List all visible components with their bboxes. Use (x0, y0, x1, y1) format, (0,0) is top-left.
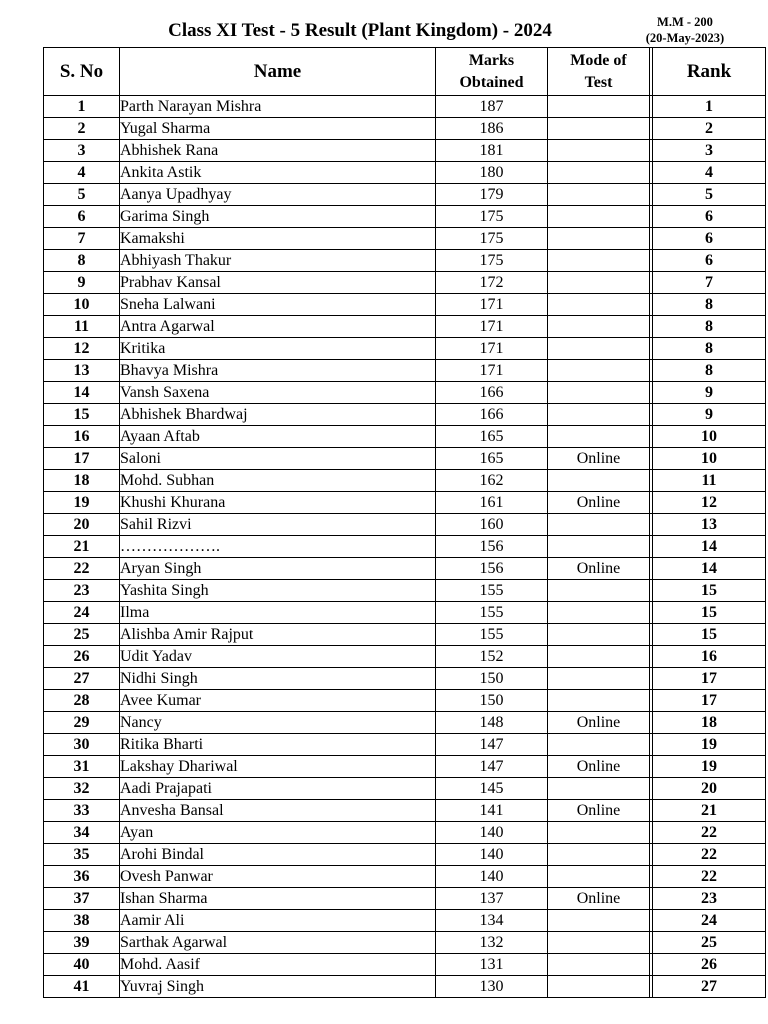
serial-number-cell: 26 (44, 646, 120, 668)
rank-cell: 21 (653, 800, 766, 822)
table-row (44, 668, 766, 690)
mode-of-test-cell (548, 206, 650, 228)
serial-number-cell: 9 (44, 272, 120, 294)
sno-column-header: S. No (44, 48, 120, 96)
table-row (44, 558, 766, 580)
serial-number-cell: 18 (44, 470, 120, 492)
marks-cell: 148 (436, 712, 548, 734)
mode-of-test-cell (548, 910, 650, 932)
table-row (44, 866, 766, 888)
serial-number-cell: 19 (44, 492, 120, 514)
serial-number-cell: 37 (44, 888, 120, 910)
table-row (44, 382, 766, 404)
student-name-cell: Alishba Amir Rajput (120, 624, 436, 646)
rank-cell: 17 (653, 668, 766, 690)
marks-cell: 150 (436, 690, 548, 712)
table-row (44, 294, 766, 316)
student-name-cell: Sahil Rizvi (120, 514, 436, 536)
student-name-cell: Aadi Prajapati (120, 778, 436, 800)
marks-cell: 166 (436, 404, 548, 426)
table-row (44, 140, 766, 162)
rank-cell: 22 (653, 844, 766, 866)
rank-cell: 2 (653, 118, 766, 140)
result-table (43, 47, 766, 998)
marks-cell: 132 (436, 932, 548, 954)
rank-cell: 16 (653, 646, 766, 668)
mode-of-test-cell (548, 778, 650, 800)
mode-of-test-cell (548, 382, 650, 404)
marks-cell: 155 (436, 624, 548, 646)
serial-number-cell: 41 (44, 976, 120, 998)
student-name-cell: Aamir Ali (120, 910, 436, 932)
rank-cell: 18 (653, 712, 766, 734)
serial-number-cell: 32 (44, 778, 120, 800)
mode-column-header (548, 48, 650, 96)
serial-number-cell: 36 (44, 866, 120, 888)
serial-number-cell: 34 (44, 822, 120, 844)
rank-cell: 14 (653, 536, 766, 558)
mode-of-test-cell: Online (548, 448, 650, 470)
serial-number-cell: 33 (44, 800, 120, 822)
table-row (44, 272, 766, 294)
student-name-cell: Mohd. Subhan (120, 470, 436, 492)
mode-of-test-cell (548, 954, 650, 976)
mode-of-test-cell: Online (548, 558, 650, 580)
mode-of-test-cell (548, 316, 650, 338)
student-name-cell: Udit Yadav (120, 646, 436, 668)
student-name-cell: Yuvraj Singh (120, 976, 436, 998)
rank-cell: 14 (653, 558, 766, 580)
table-row (44, 822, 766, 844)
student-name-cell: Nidhi Singh (120, 668, 436, 690)
table-row (44, 404, 766, 426)
rank-cell: 27 (653, 976, 766, 998)
table-row (44, 778, 766, 800)
marks-cell: 180 (436, 162, 548, 184)
marks-cell: 140 (436, 822, 548, 844)
marks-cell: 145 (436, 778, 548, 800)
serial-number-cell: 31 (44, 756, 120, 778)
mode-of-test-cell (548, 932, 650, 954)
student-name-cell: Lakshay Dhariwal (120, 756, 436, 778)
marks-cell: 171 (436, 316, 548, 338)
table-row (44, 360, 766, 382)
mode-of-test-cell (548, 536, 650, 558)
rank-cell: 8 (653, 316, 766, 338)
student-name-cell: Ayaan Aftab (120, 426, 436, 448)
rank-cell: 6 (653, 206, 766, 228)
page-header (0, 0, 768, 48)
serial-number-cell: 1 (44, 96, 120, 118)
serial-number-cell: 3 (44, 140, 120, 162)
rank-cell: 15 (653, 580, 766, 602)
table-row (44, 118, 766, 140)
marks-cell: 171 (436, 338, 548, 360)
table-row (44, 932, 766, 954)
student-name-cell: Sarthak Agarwal (120, 932, 436, 954)
serial-number-cell: 27 (44, 668, 120, 690)
serial-number-cell: 20 (44, 514, 120, 536)
table-row (44, 602, 766, 624)
mode-of-test-cell (548, 866, 650, 888)
rank-cell: 22 (653, 822, 766, 844)
mode-of-test-cell (548, 140, 650, 162)
rank-cell: 9 (653, 382, 766, 404)
marks-cell: 155 (436, 602, 548, 624)
rank-cell: 20 (653, 778, 766, 800)
rank-cell: 5 (653, 184, 766, 206)
student-name-cell: Arohi Bindal (120, 844, 436, 866)
student-name-cell: Bhavya Mishra (120, 360, 436, 382)
rank-cell: 6 (653, 228, 766, 250)
rank-cell: 7 (653, 272, 766, 294)
serial-number-cell: 15 (44, 404, 120, 426)
rank-column-header: Rank (653, 48, 766, 96)
student-name-cell: Vansh Saxena (120, 382, 436, 404)
name-column-header: Name (120, 48, 436, 96)
rank-cell: 1 (653, 96, 766, 118)
marks-cell: 179 (436, 184, 548, 206)
mode-of-test-cell (548, 602, 650, 624)
marks-cell: 147 (436, 734, 548, 756)
student-name-cell: Saloni (120, 448, 436, 470)
marks-cell: 175 (436, 206, 548, 228)
rank-cell: 4 (653, 162, 766, 184)
marks-header-line1: Marks (468, 51, 515, 69)
rank-cell: 22 (653, 866, 766, 888)
student-name-cell: Abhishek Rana (120, 140, 436, 162)
serial-number-cell: 35 (44, 844, 120, 866)
serial-number-cell: 30 (44, 734, 120, 756)
table-row (44, 426, 766, 448)
table-row (44, 184, 766, 206)
table-row (44, 690, 766, 712)
marks-cell: 140 (436, 844, 548, 866)
marks-cell: 156 (436, 558, 548, 580)
table-row (44, 492, 766, 514)
marks-cell: 162 (436, 470, 548, 492)
table-row (44, 712, 766, 734)
marks-cell: 137 (436, 888, 548, 910)
serial-number-cell: 17 (44, 448, 120, 470)
serial-number-cell: 40 (44, 954, 120, 976)
mode-of-test-cell (548, 580, 650, 602)
marks-cell: 187 (436, 96, 548, 118)
mode-of-test-cell (548, 646, 650, 668)
serial-number-cell: 5 (44, 184, 120, 206)
test-date: (20-May-2023) (645, 31, 725, 45)
serial-number-cell: 29 (44, 712, 120, 734)
mode-of-test-cell (548, 470, 650, 492)
table-row (44, 470, 766, 492)
marks-cell: 140 (436, 866, 548, 888)
marks-cell: 171 (436, 294, 548, 316)
student-name-cell: Avee Kumar (120, 690, 436, 712)
table-row (44, 448, 766, 470)
mode-of-test-cell (548, 734, 650, 756)
serial-number-cell: 28 (44, 690, 120, 712)
mode-of-test-cell (548, 272, 650, 294)
rank-cell: 13 (653, 514, 766, 536)
rank-cell: 11 (653, 470, 766, 492)
rank-cell: 17 (653, 690, 766, 712)
serial-number-cell: 2 (44, 118, 120, 140)
table-row (44, 800, 766, 822)
rank-cell: 19 (653, 734, 766, 756)
mode-of-test-cell (548, 426, 650, 448)
student-name-cell: Aanya Upadhyay (120, 184, 436, 206)
serial-number-cell: 24 (44, 602, 120, 624)
student-name-cell: Ankita Astik (120, 162, 436, 184)
student-name-cell: Abhishek Bhardwaj (120, 404, 436, 426)
student-name-cell: Ishan Sharma (120, 888, 436, 910)
student-name-cell: Antra Agarwal (120, 316, 436, 338)
mode-of-test-cell (548, 338, 650, 360)
serial-number-cell: 14 (44, 382, 120, 404)
max-marks-and-date (610, 14, 760, 46)
student-name-cell: Ilma (120, 602, 436, 624)
page-title: Class XI Test - 5 Result (Plant Kingdom) - 2024 (168, 20, 552, 41)
rank-cell: 19 (653, 756, 766, 778)
mode-of-test-cell (548, 184, 650, 206)
serial-number-cell: 21 (44, 536, 120, 558)
marks-cell: 150 (436, 668, 548, 690)
serial-number-cell: 8 (44, 250, 120, 272)
rank-cell: 15 (653, 602, 766, 624)
table-row (44, 206, 766, 228)
table-row (44, 646, 766, 668)
rank-cell: 10 (653, 426, 766, 448)
serial-number-cell: 12 (44, 338, 120, 360)
student-name-cell: Yugal Sharma (120, 118, 436, 140)
mode-of-test-cell: Online (548, 888, 650, 910)
rank-cell: 8 (653, 294, 766, 316)
student-name-cell: Aryan Singh (120, 558, 436, 580)
student-name-cell: Prabhav Kansal (120, 272, 436, 294)
mode-of-test-cell (548, 228, 650, 250)
max-marks: M.M - 200 (657, 15, 713, 29)
table-row (44, 976, 766, 998)
student-name-cell: Garima Singh (120, 206, 436, 228)
mode-of-test-cell (548, 844, 650, 866)
marks-cell: 165 (436, 448, 548, 470)
serial-number-cell: 10 (44, 294, 120, 316)
mode-header-line1: Mode of (570, 51, 627, 69)
student-name-cell: Ritika Bharti (120, 734, 436, 756)
rank-cell: 24 (653, 910, 766, 932)
student-name-cell: Yashita Singh (120, 580, 436, 602)
marks-header-line2: Obtained (459, 73, 524, 91)
marks-cell: 171 (436, 360, 548, 382)
marks-cell: 141 (436, 800, 548, 822)
marks-cell: 161 (436, 492, 548, 514)
table-header-row (44, 48, 766, 96)
rank-cell: 12 (653, 492, 766, 514)
student-name-cell: Kritika (120, 338, 436, 360)
rank-cell: 15 (653, 624, 766, 646)
marks-cell: 156 (436, 536, 548, 558)
mode-of-test-cell (548, 250, 650, 272)
mode-of-test-cell (548, 624, 650, 646)
serial-number-cell: 16 (44, 426, 120, 448)
student-name-cell: Nancy (120, 712, 436, 734)
marks-cell: 152 (436, 646, 548, 668)
mode-of-test-cell (548, 822, 650, 844)
mode-of-test-cell (548, 514, 650, 536)
marks-cell: 186 (436, 118, 548, 140)
student-name-cell: Abhiyash Thakur (120, 250, 436, 272)
student-name-cell: Kamakshi (120, 228, 436, 250)
table-row (44, 888, 766, 910)
student-name-cell: Ayan (120, 822, 436, 844)
table-row (44, 228, 766, 250)
mode-of-test-cell (548, 690, 650, 712)
mode-header-line2: Test (584, 73, 613, 91)
marks-cell: 155 (436, 580, 548, 602)
serial-number-cell: 13 (44, 360, 120, 382)
marks-cell: 172 (436, 272, 548, 294)
mode-of-test-cell (548, 404, 650, 426)
mode-of-test-cell: Online (548, 492, 650, 514)
serial-number-cell: 23 (44, 580, 120, 602)
marks-cell: 130 (436, 976, 548, 998)
serial-number-cell: 22 (44, 558, 120, 580)
marks-cell: 175 (436, 250, 548, 272)
table-row (44, 734, 766, 756)
marks-cell: 134 (436, 910, 548, 932)
student-name-cell: ………………. (120, 536, 436, 558)
student-name-cell: Ovesh Panwar (120, 866, 436, 888)
rank-cell: 9 (653, 404, 766, 426)
table-row (44, 514, 766, 536)
mode-of-test-cell: Online (548, 756, 650, 778)
mode-of-test-cell (548, 118, 650, 140)
student-name-cell: Sneha Lalwani (120, 294, 436, 316)
mode-of-test-cell: Online (548, 712, 650, 734)
rank-cell: 8 (653, 360, 766, 382)
marks-cell: 181 (436, 140, 548, 162)
mode-of-test-cell (548, 96, 650, 118)
student-name-cell: Mohd. Aasif (120, 954, 436, 976)
serial-number-cell: 11 (44, 316, 120, 338)
rank-cell: 10 (653, 448, 766, 470)
mode-of-test-cell (548, 360, 650, 382)
serial-number-cell: 38 (44, 910, 120, 932)
mode-of-test-cell (548, 294, 650, 316)
serial-number-cell: 4 (44, 162, 120, 184)
serial-number-cell: 25 (44, 624, 120, 646)
table-row (44, 844, 766, 866)
rank-cell: 25 (653, 932, 766, 954)
table-row (44, 910, 766, 932)
mode-of-test-cell (548, 162, 650, 184)
table-row (44, 250, 766, 272)
table-row (44, 536, 766, 558)
student-name-cell: Anvesha Bansal (120, 800, 436, 822)
rank-cell: 26 (653, 954, 766, 976)
rank-cell: 3 (653, 140, 766, 162)
student-name-cell: Parth Narayan Mishra (120, 96, 436, 118)
rank-cell: 6 (653, 250, 766, 272)
marks-cell: 175 (436, 228, 548, 250)
marks-cell: 147 (436, 756, 548, 778)
marks-column-header (436, 48, 548, 96)
rank-cell: 23 (653, 888, 766, 910)
marks-cell: 165 (436, 426, 548, 448)
marks-cell: 131 (436, 954, 548, 976)
marks-cell: 166 (436, 382, 548, 404)
table-row (44, 954, 766, 976)
table-row (44, 756, 766, 778)
serial-number-cell: 7 (44, 228, 120, 250)
serial-number-cell: 39 (44, 932, 120, 954)
table-row (44, 96, 766, 118)
table-row (44, 624, 766, 646)
serial-number-cell: 6 (44, 206, 120, 228)
table-row (44, 338, 766, 360)
rank-cell: 8 (653, 338, 766, 360)
table-row (44, 162, 766, 184)
mode-of-test-cell (548, 976, 650, 998)
mode-of-test-cell: Online (548, 800, 650, 822)
student-name-cell: Khushi Khurana (120, 492, 436, 514)
mode-of-test-cell (548, 668, 650, 690)
marks-cell: 160 (436, 514, 548, 536)
table-row (44, 316, 766, 338)
table-row (44, 580, 766, 602)
table-body (44, 96, 766, 998)
